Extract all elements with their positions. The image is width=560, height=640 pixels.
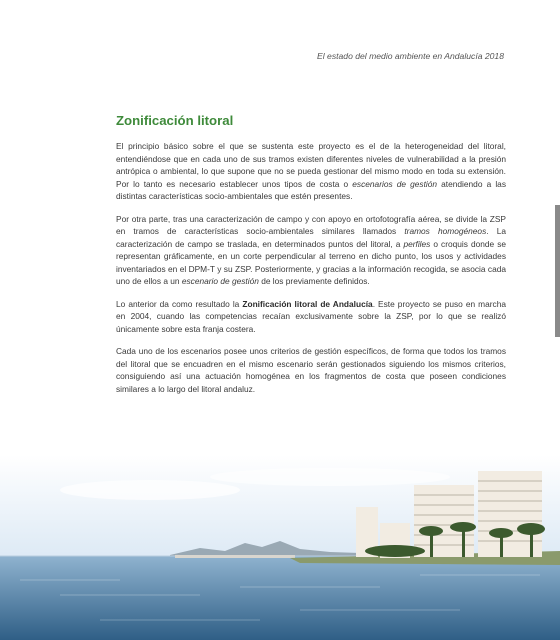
text-run: de los previamente definidos.	[258, 276, 370, 286]
text-run: o croquis donde se representan gráficamente, en un corte perpendicular al terreno en dicho punto, los usos y actividades inventariados en el DPM-T y su ZSP. Posteriormente, y gracias a la información recogida, se asocia cada uno de ellos a un	[116, 238, 507, 286]
text-run: El principio básico sobre el que se sustenta este proyecto es el de la heterogeneidad del litoral, entendiéndose que en cada uno de sus tramos existen diferentes niveles de vulnerabilidad a la presión antrópica o ambiental, lo que supone que no se pueda gestionar del mismo modo en toda su extensión. Por lo tanto es necesario establecer unos tipos de costa o	[116, 141, 506, 189]
coastal-photo	[0, 455, 560, 640]
paragraph-result	[116, 298, 506, 336]
body-text	[116, 140, 506, 395]
italic-term: escenario de gestión	[181, 276, 259, 286]
italic-term: perfiles	[403, 238, 431, 249]
running-header: El estado del medio ambiente en Andalucía 2018	[317, 51, 504, 61]
paragraph-management-criteria: Cada uno de los escenarios posee unos criterios de gestión específicos, de forma que todos los tramos del litoral que se encuadren en el mismo escenario serán gestionados siguiendo los mismos criterios, consiguiendo así una actuación homogénea en los fragmentos de costa que poseen condiciones similares a lo largo del litoral andaluz.	[116, 346, 506, 394]
paragraph-heterogeneity	[116, 140, 506, 203]
photo-artwork	[0, 455, 560, 640]
cloud	[210, 468, 450, 486]
italic-term: tramos homogéneos	[404, 226, 487, 236]
text-run: Por otra parte, tras una caracterización de campo y con apoyo en ortofotografía aérea, se divide la ZSP en tramos de características socio-ambientales similares llamados	[116, 213, 506, 236]
page-side-tab	[555, 205, 560, 337]
section-title: Zonificación litoral	[116, 113, 234, 128]
italic-term: escenarios de gestión	[352, 178, 438, 189]
text-run: . Este proyecto se puso en marcha en 2004, cuando las competencias recaían exclusivamente sobre la ZSP, por lo que se realizó únicamente sobre esta franja costera.	[116, 298, 507, 334]
text-run: . La caracterización de campo se traslada, en determinados puntos del litoral, a	[116, 226, 506, 249]
text-run: Lo anterior da como resultado la	[116, 298, 243, 309]
cloud	[60, 480, 240, 500]
sea	[0, 556, 560, 640]
pier	[175, 555, 295, 558]
paragraph-homogeneous-sections	[116, 213, 506, 288]
bold-term: Zonificación litoral de Andalucía	[242, 298, 373, 309]
text-run: atendiendo a las distintas características socio-ambientales que estén presentes.	[116, 178, 506, 201]
